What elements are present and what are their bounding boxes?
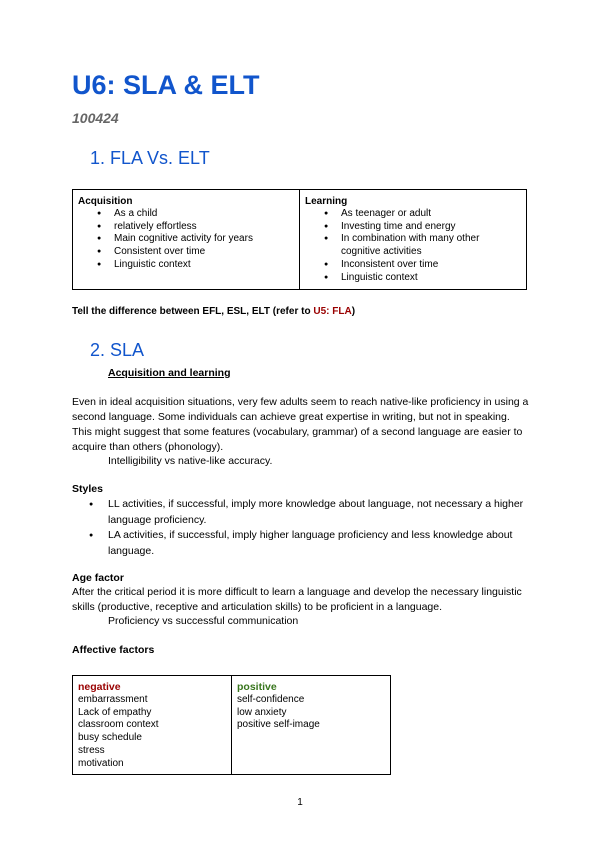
sla-paragraph: Even in ideal acquisition situations, very few adults seem to reach native-like proficiency in using a second language. Some individuals can achieve great expertise in writing, but not in speaking. This might suggest that some features (vocabulary, grammar) of a second language are easier to acquire than others (phonology). bbox=[72, 396, 529, 453]
difference-note bbox=[72, 306, 355, 317]
list-item: ● As teenager or adult bbox=[341, 208, 511, 221]
fla-vs-elt-table bbox=[72, 189, 527, 290]
list-item: low anxiety bbox=[237, 706, 287, 718]
learning-list bbox=[341, 208, 511, 284]
affective-factors-heading: Affective factors bbox=[72, 644, 155, 656]
note-text: Tell the difference between EFL, ESL, ELT (refer to bbox=[72, 306, 314, 317]
list-item: ● Consistent over time bbox=[114, 246, 294, 259]
list-item: ● Linguistic context bbox=[341, 272, 511, 285]
list-item: ● In combination with many other cognitive activities bbox=[341, 233, 511, 258]
list-item: ● relatively effortless bbox=[114, 221, 294, 234]
age-factor-heading: Age factor bbox=[72, 572, 124, 584]
list-item: ● LA activities, if successful, imply higher language proficiency and less knowledge about language. bbox=[108, 528, 528, 559]
affective-factors-table bbox=[72, 675, 391, 775]
list-item: self-confidence bbox=[237, 694, 305, 705]
negative-label: negative bbox=[78, 681, 121, 693]
page-number: 1 bbox=[297, 797, 303, 808]
acquisition-learning-subheading: Acquisition and learning bbox=[108, 367, 231, 379]
list-item: stress bbox=[78, 744, 105, 756]
list-item: ● Main cognitive activity for years bbox=[114, 233, 294, 246]
list-item: ● LL activities, if successful, imply more knowledge about language, not necessary a higher language proficiency. bbox=[108, 497, 528, 528]
styles-heading: Styles bbox=[72, 483, 103, 495]
list-item: ● Linguistic context bbox=[114, 259, 294, 272]
age-factor-paragraph: After the critical period it is more difficult to learn a language and develop the necessary linguistic skills (productive, receptive and articulation skills) to be proficient in a language. bbox=[72, 586, 522, 613]
acquisition-title: Acquisition bbox=[78, 196, 133, 207]
positive-cell bbox=[232, 676, 391, 775]
styles-list bbox=[108, 497, 528, 559]
list-item: ● Investing time and energy bbox=[341, 221, 511, 234]
list-item: ● As a child bbox=[114, 208, 294, 221]
u5-fla-link[interactable]: U5: FLA bbox=[313, 306, 352, 317]
note-suffix: ) bbox=[351, 306, 356, 317]
acquisition-list bbox=[114, 208, 294, 272]
list-item: positive self-image bbox=[237, 719, 320, 731]
list-item: Lack of empathy bbox=[78, 706, 152, 718]
section2-heading: 2. SLA bbox=[90, 340, 145, 360]
section1-heading: 1. FLA Vs. ELT bbox=[90, 148, 210, 168]
learning-title: Learning bbox=[305, 196, 348, 207]
list-item: busy schedule bbox=[78, 732, 142, 744]
age-factor-indented-note: Proficiency vs successful communication bbox=[108, 615, 299, 627]
list-item: ● Inconsistent over time bbox=[341, 259, 511, 272]
document-subtitle: 100424 bbox=[72, 110, 119, 126]
negative-cell bbox=[73, 676, 232, 775]
sla-indented-note: Intelligibility vs native-like accuracy. bbox=[108, 455, 273, 467]
document-title: U6: SLA & ELT bbox=[72, 70, 260, 100]
list-item: classroom context bbox=[78, 719, 159, 731]
learning-cell bbox=[300, 190, 527, 290]
acquisition-cell bbox=[73, 190, 300, 290]
list-item: embarrassment bbox=[78, 694, 148, 705]
positive-label: positive bbox=[237, 681, 277, 693]
list-item: motivation bbox=[78, 757, 124, 769]
